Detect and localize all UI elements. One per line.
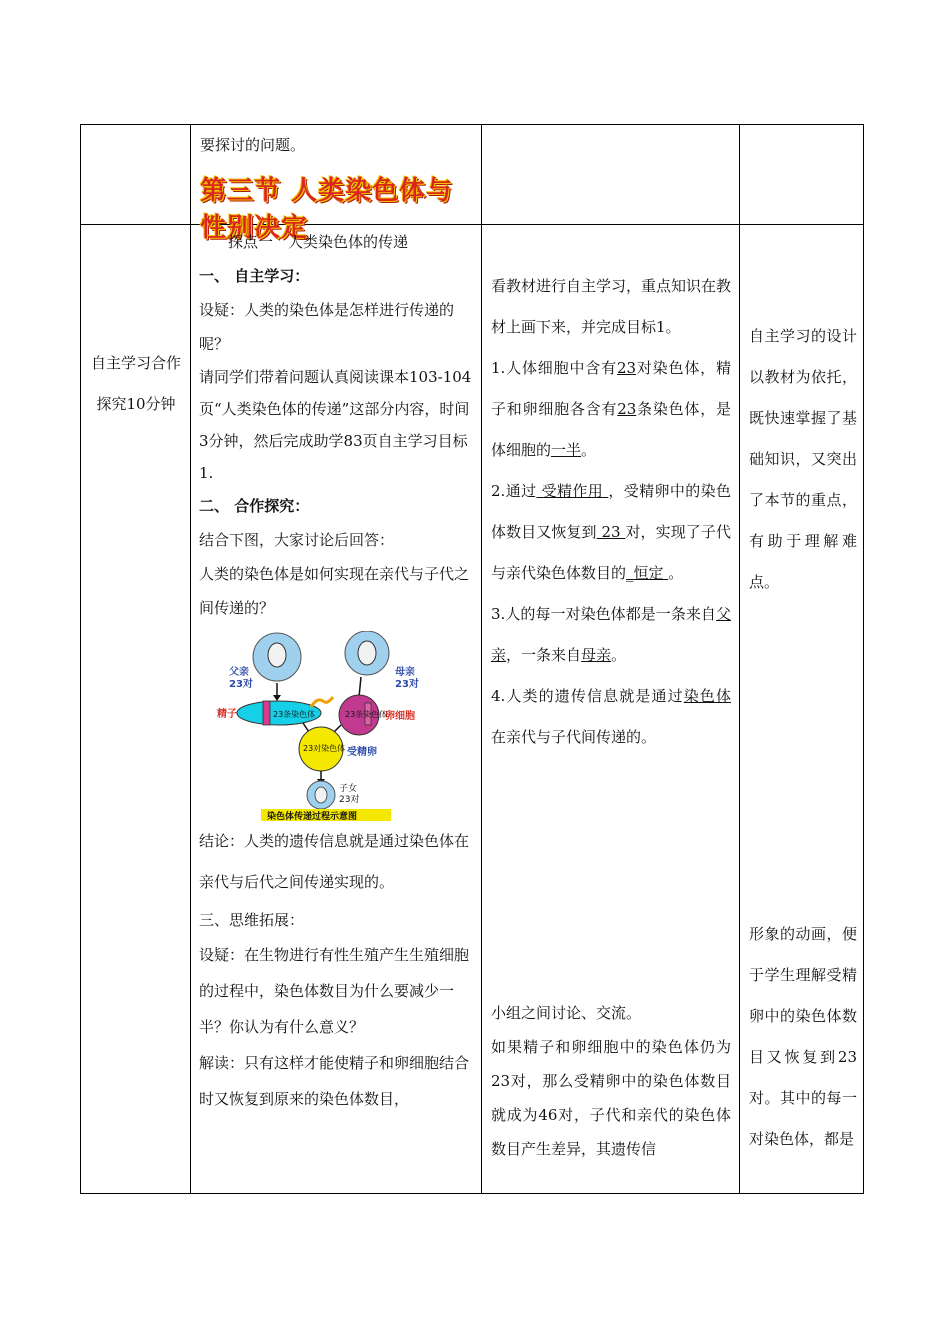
- conclusion: 结论：人类的遗传信息就是通过染色体在亲代与后代之间传递实现的。: [199, 832, 470, 891]
- child-count: 23对: [339, 795, 360, 805]
- answer-item-4: [491, 676, 731, 758]
- blank-answer: 染色体: [683, 687, 731, 705]
- discussion-detail: 如果精子和卵细胞中的染色体仍为23对，那么受精卵中的染色体数目就成为46对，子代和亲代的染色体数目产生差异，其遗传信: [491, 1038, 731, 1158]
- column-divider-1: [190, 124, 191, 1194]
- chromosome-diagram-graphic: [199, 631, 469, 821]
- egg-label: 卵细胞: [385, 711, 415, 722]
- zygote-inner-label: 23对染色体: [303, 744, 346, 753]
- table-border-top: [80, 124, 864, 125]
- text: 在亲代与子代间传递的。: [491, 728, 657, 746]
- table-border-bottom: [80, 1193, 864, 1194]
- question-2: 人类的染色体是如何实现在亲代与子代之间传递的？: [199, 565, 470, 617]
- mother-label: 母亲: [395, 667, 415, 678]
- text: 条染色体，是体细胞的: [491, 400, 731, 459]
- blank-answer: 23: [596, 523, 626, 541]
- text: 对染色体，精子和卵细胞各含有: [491, 359, 731, 418]
- part2-title: 二、 合作探究：: [199, 497, 310, 515]
- column-divider-3: [739, 124, 740, 1194]
- reading-instruction: 请同学们带着问题认真阅读课本103-104页“人类染色体的传递”这部分内容，时间3分钟，然后完成助学83页自主学习目标1.: [199, 368, 472, 482]
- father-label: 父亲: [229, 667, 249, 678]
- text: 1.人体细胞中含有: [491, 359, 617, 377]
- part1-title: 一、 自主学习：: [199, 267, 310, 285]
- text: 4.人类的遗传信息就是通过: [491, 687, 684, 705]
- egg-inner-label: 23条染色体: [345, 710, 388, 719]
- point-heading: 探点一 人类染色体的传递: [227, 233, 408, 251]
- question-1: 设疑：人类的染色体是怎样进行传递的呢？: [199, 301, 455, 353]
- child-face-icon: [315, 787, 327, 803]
- blank-answer: 母亲: [581, 646, 612, 664]
- column-divider-2: [481, 124, 482, 1194]
- intro-text: 要探讨的问题。: [200, 136, 306, 154]
- text: 对，实现了子代与亲代染色体数目的: [491, 523, 731, 582]
- text: ，受精卵中的染色体数目又恢复到: [491, 482, 731, 541]
- blank-answer: 父亲: [491, 605, 731, 664]
- text: 3.人的每一对染色体都是一条来自: [491, 605, 716, 623]
- answer-3: 解读：只有这样才能使精子和卵细胞结合时又恢复到原来的染色体数目，: [199, 1054, 470, 1108]
- text: ，一条来自: [506, 646, 582, 664]
- text: 。: [668, 564, 684, 582]
- lesson-plan-table: [80, 124, 864, 1194]
- discuss-prompt: 结合下图，大家讨论后回答：: [199, 531, 395, 549]
- text: 。: [581, 441, 597, 459]
- question-3: 设疑：在生物进行有性生殖产生生殖细胞的过程中，染色体数目为什么要减少一半？你认为有什么意义？: [199, 946, 470, 1036]
- blank-answer: 23: [617, 400, 637, 418]
- row2-col2: [199, 225, 477, 1117]
- text: 。: [611, 646, 627, 664]
- design-note-1: 自主学习的设计以教材为依托，既快速掌握了基础知识，又突出了本节的重点，有助于理解难点。: [749, 327, 857, 591]
- child-label: 子女: [339, 784, 358, 794]
- zygote-label: 受精卵: [347, 747, 377, 758]
- answer-item-1: [491, 348, 731, 471]
- row2-col3-discussion: [491, 996, 731, 1166]
- arrowhead-icon: [273, 695, 281, 701]
- answer-item-2: [491, 471, 731, 594]
- mother-count: 23对: [395, 679, 419, 690]
- design-note-2: 形象的动画，便于学生理解受精卵中的染色体数目又恢复到23对。其中的每一对染色体，都是: [749, 925, 857, 1148]
- mother-face-icon: [358, 641, 376, 665]
- part3-title: 三、思维拓展：: [199, 911, 305, 929]
- text: 2.通过: [491, 482, 537, 500]
- blank-answer: 受精作用: [536, 482, 609, 500]
- blank-answer: 一半: [551, 441, 582, 459]
- arrow-mother-down: [359, 677, 361, 697]
- group-discussion: 小组之间讨论、交流。: [491, 1004, 642, 1022]
- sperm-inner-label: 23条染色体: [273, 710, 316, 719]
- table-border-left: [80, 124, 81, 1194]
- diagram-caption: 染色体传递过程示意图: [267, 812, 358, 821]
- self-study-intro: 看教材进行自主学习，重点知识在教材上画下来，并完成目标1。: [491, 277, 732, 336]
- blank-answer: 23: [616, 359, 637, 377]
- sperm-label: 精子: [217, 709, 237, 720]
- father-face-icon: [268, 643, 286, 667]
- table-border-right: [863, 124, 864, 1194]
- stage-label: 自主学习合作探究10分钟: [90, 354, 181, 413]
- section-title: 第三节 人类染色体与性别决定: [200, 176, 454, 243]
- row2-col3: [491, 266, 731, 758]
- sperm-chromosome-icon: [263, 701, 270, 725]
- chromosome-diagram: [199, 631, 469, 821]
- answer-item-3: [491, 594, 731, 676]
- sperm-tail-icon: [311, 697, 333, 707]
- father-count: 23对: [229, 679, 253, 690]
- blank-answer: _恒定: [626, 564, 669, 582]
